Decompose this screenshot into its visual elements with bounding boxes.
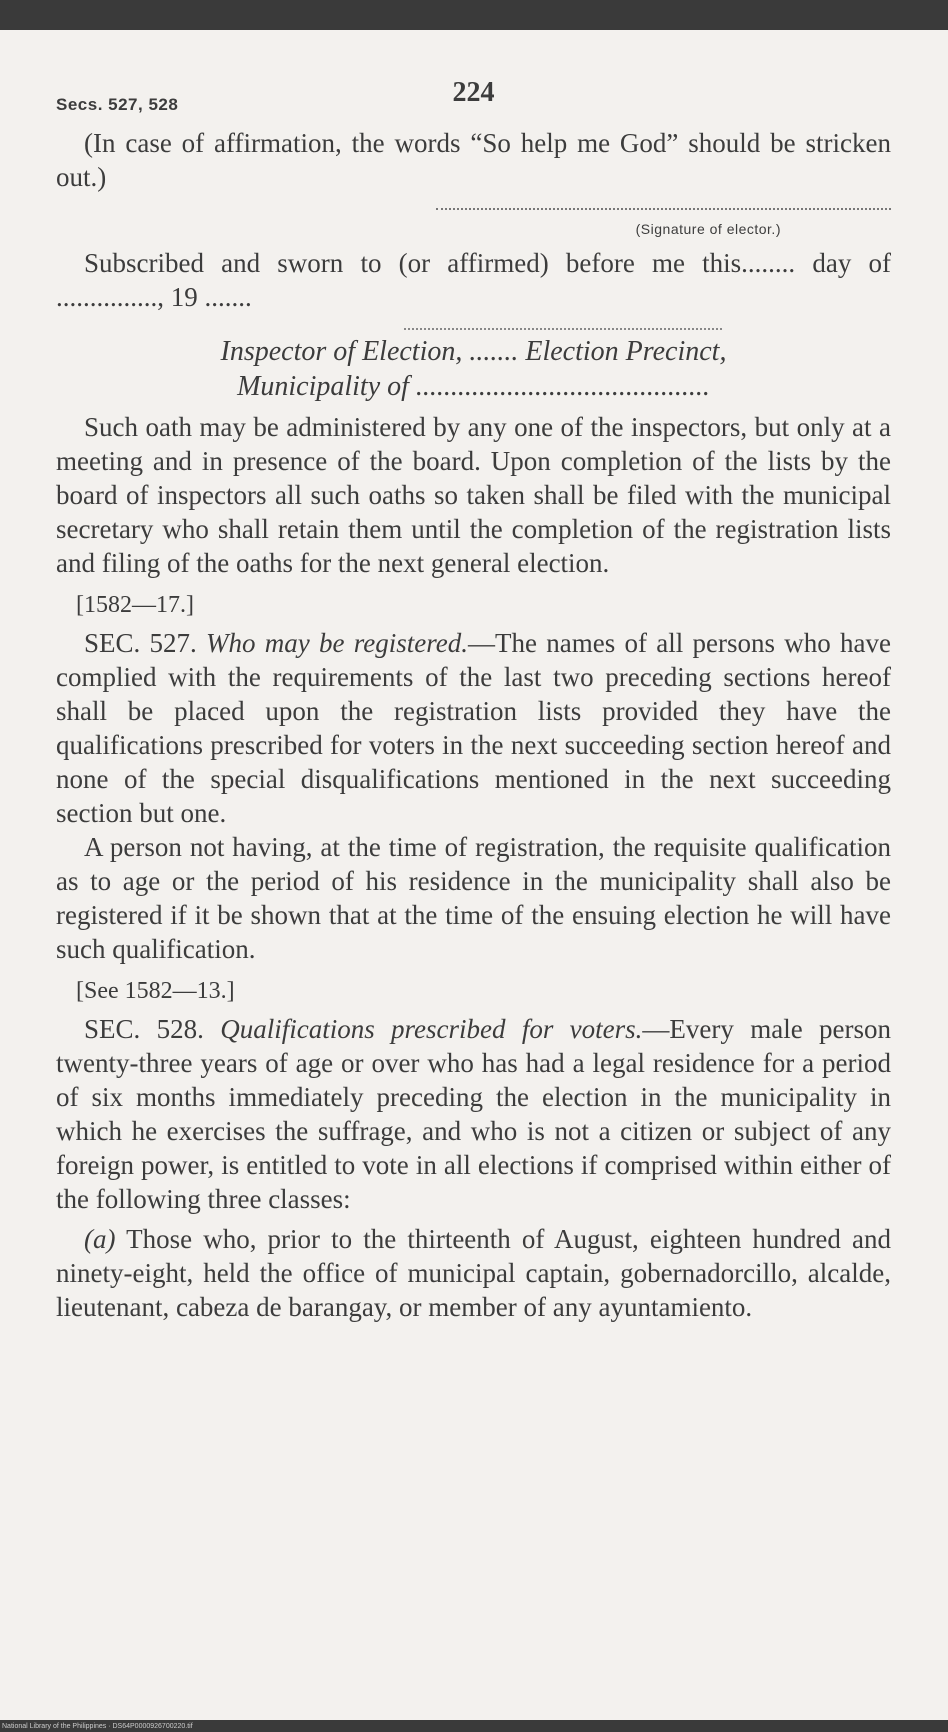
page-number: 224 <box>452 77 495 108</box>
inspector-title: Inspector of Election, ....... Election Precinct, <box>220 336 727 367</box>
signature-block <box>56 198 891 242</box>
section-528 <box>56 1012 891 1216</box>
section-527-paragraph-2: A person not having, at the time of registration, the requisite qualification as to age or the period of his residence in the municipality shall also be registered if it be shown that at the time of the ensuing election he will have such qualification. <box>56 832 891 964</box>
document-page <box>0 30 948 1720</box>
subscribed-line: Subscribed and sworn to (or affirmed) before me this........ day of ..............., 19 ....... <box>56 248 891 312</box>
citation-1582-17: [1582—17.] <box>76 592 194 618</box>
signature-line <box>436 208 891 210</box>
section-528-title: Qualifications prescribed for voters. <box>220 1014 643 1044</box>
section-527-title: Who may be registered. <box>206 628 469 658</box>
signature-caption: (Signature of elector.) <box>635 221 781 237</box>
page-header <box>56 76 891 126</box>
inspector-signature-line <box>404 328 722 330</box>
scan-footer: National Library of the Philippines · DS64P0000926700220.tif <box>2 1723 193 1730</box>
clause-a <box>56 1222 891 1324</box>
section-528-text: —Every male person twenty-three years of age or over who has had a legal residence for a period of six months immediately preceding the election in the municipality in which he exercises the suffrage, and who is not a citizen or subject of any foreign power, is entitled to vote in all elections if comprised within either of the following three classes: <box>56 1014 892 1214</box>
affirmation-note: (In case of affirmation, the words “So help me God” should be stricken out.) <box>56 128 891 192</box>
section-reference: Secs. 527, 528 <box>56 95 179 114</box>
clause-a-label: (a) <box>84 1224 116 1254</box>
section-528-label: SEC. 528. <box>84 1014 204 1044</box>
oath-paragraph: Such oath may be administered by any one of the inspectors, but only at a meeting and in presence of the board. Upon completion of the lists by the board of inspectors all such oaths so taken shall be filed with the municipal secretary who shall retain them until the completion of the registration lists and filing of the oaths for the next general election. <box>56 412 891 578</box>
clause-a-text: Those who, prior to the thirteenth of August, eighteen hundred and ninety-eight, held the office of municipal captain, gobernadorcillo, alcalde, lieutenant, cabeza de barangay, or member of any ayuntamiento. <box>56 1224 891 1322</box>
municipality-line: Municipality of .......................................... <box>237 371 710 402</box>
section-527 <box>56 626 891 830</box>
section-527-label: SEC. 527. <box>84 628 197 658</box>
citation-1582-13: [See 1582—13.] <box>76 978 235 1004</box>
section-527-text: —The names of all persons who have complied with the requirements of the last two preceding sections hereof shall be placed upon the registration lists provided they have the qualifications prescribed for voters in the next succeeding section hereof and none of the special disqualifications mentioned in the next succeeding section but one. <box>56 628 891 828</box>
page-content <box>56 76 891 1324</box>
